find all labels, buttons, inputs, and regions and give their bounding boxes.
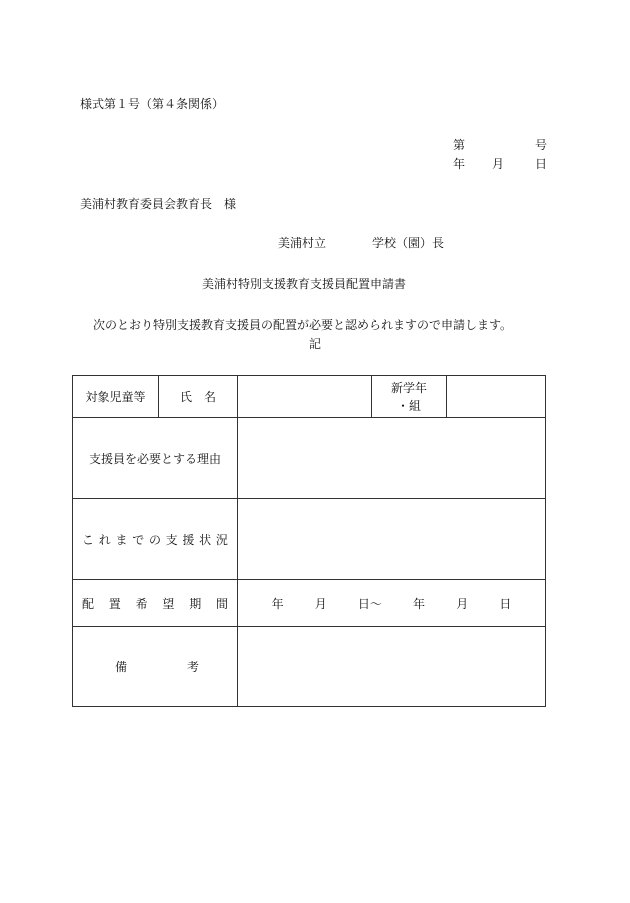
period-label: 配 置 希 望 期 間	[73, 580, 238, 627]
name-value[interactable]	[238, 376, 372, 418]
grade-label	[372, 376, 447, 418]
reason-label: 支援員を必要とする理由	[73, 418, 238, 499]
name-label: 氏 名	[159, 376, 238, 418]
grade-value[interactable]	[447, 376, 546, 418]
grade-label-1: 新学年	[390, 380, 427, 395]
period-value[interactable]: 年 月 日〜 年 月 日	[238, 580, 546, 627]
doc-number-dai: 第	[453, 138, 466, 152]
reason-value[interactable]	[238, 418, 546, 499]
body-text: 次のとおり特別支援教育支援員の配置が必要と認められますので申請します。	[93, 318, 513, 332]
remarks-label: 備 考	[73, 627, 238, 707]
sender-suffix: 学校（園）長	[372, 236, 445, 250]
date-month: 月	[492, 157, 505, 171]
application-table	[72, 375, 546, 707]
remarks-value[interactable]	[238, 627, 546, 707]
date-day: 日	[535, 157, 548, 171]
doc-number-go: 号	[535, 138, 548, 152]
document-title: 美浦村特別支援教育支援員配置申請書	[202, 277, 407, 291]
grade-label-2: ・組	[396, 398, 421, 413]
form-number: 様式第１号（第４条関係）	[80, 97, 225, 111]
target-label: 対象児童等	[73, 376, 159, 418]
addressee: 美浦村教育委員会教育長 様	[80, 197, 237, 211]
date-year: 年	[453, 157, 466, 171]
history-label: こ れ ま で の 支 援 状 況	[73, 499, 238, 580]
sender-prefix: 美浦村立	[278, 236, 327, 250]
ki-label: 記	[309, 337, 322, 351]
history-value[interactable]	[238, 499, 546, 580]
